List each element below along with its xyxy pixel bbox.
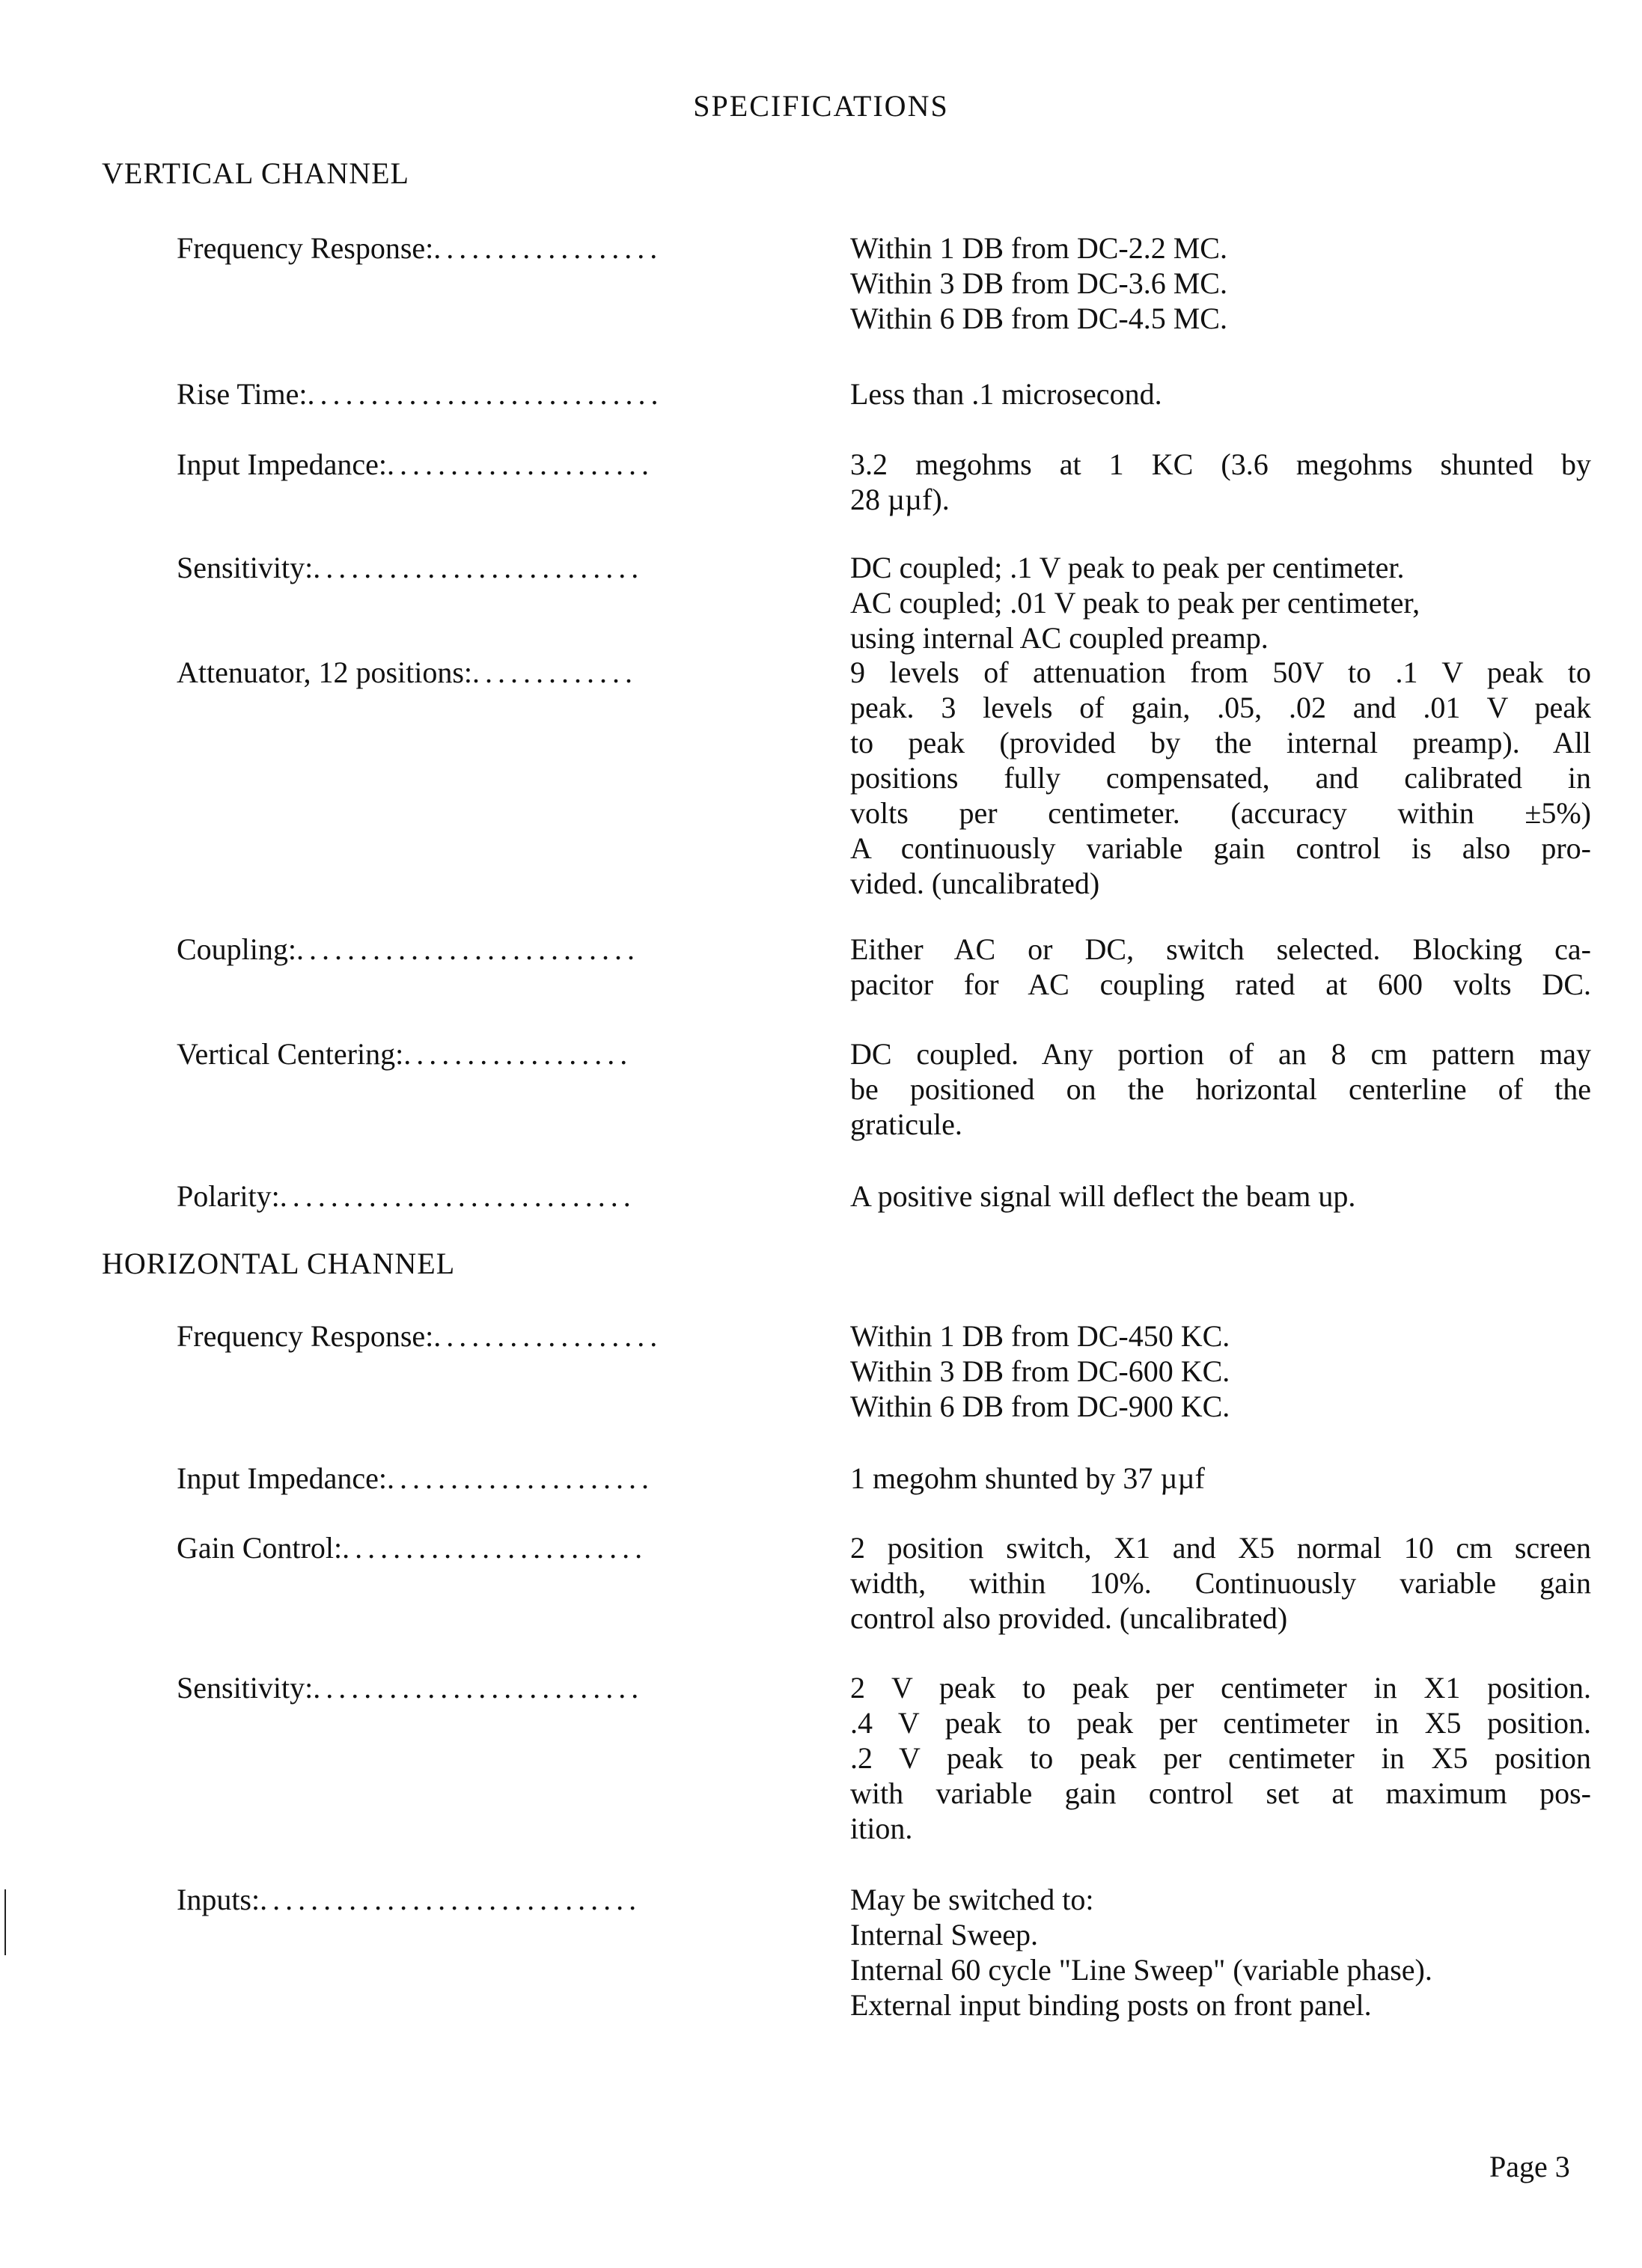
spec-value-line: volts per centimeter. (accuracy within ±5%) bbox=[850, 796, 1591, 830]
spec-value-line: Less than .1 microsecond. bbox=[850, 377, 1162, 411]
spec-value-line: vided. (uncalibrated) bbox=[850, 866, 1100, 900]
spec-value bbox=[850, 932, 1591, 1002]
spec-value bbox=[850, 447, 1591, 517]
spec-label-text: Sensitivity: bbox=[177, 551, 314, 584]
leader-dots: .......................... bbox=[313, 1671, 644, 1705]
spec-value bbox=[850, 1036, 1591, 1142]
spec-value bbox=[850, 1179, 1591, 1214]
spec-value-line: DC coupled; .1 V peak to peak per centimeter. bbox=[850, 551, 1405, 584]
spec-value bbox=[850, 1882, 1591, 2023]
spec-label bbox=[177, 1318, 798, 1354]
spec-value-line: positions fully compensated, and calibrated in bbox=[850, 761, 1591, 795]
spec-value-line: Within 3 DB from DC-3.6 MC. bbox=[850, 266, 1227, 300]
spec-value bbox=[850, 550, 1591, 655]
spec-value-line: .4 V peak to peak per centimeter in X5 position. bbox=[850, 1706, 1591, 1740]
spec-value bbox=[850, 655, 1591, 901]
spec-value-line: 9 levels of attenuation from 50V to .1 V peak to bbox=[850, 655, 1591, 689]
spec-label-text: Vertical Centering: bbox=[177, 1037, 404, 1071]
leader-dots: ............................ bbox=[279, 1179, 636, 1213]
spec-label-text: Inputs: bbox=[177, 1883, 260, 1916]
spec-value bbox=[850, 1670, 1591, 1846]
spec-label-text: Frequency Response: bbox=[177, 1319, 434, 1353]
spec-label bbox=[177, 1461, 798, 1496]
spec-value-line: 3.2 megohms at 1 KC (3.6 megohms shunted by bbox=[850, 447, 1591, 481]
leader-dots: ............................ bbox=[307, 377, 664, 411]
spec-value-line: control also provided. (uncalibrated) bbox=[850, 1601, 1288, 1635]
spec-label-text: Rise Time: bbox=[177, 377, 308, 411]
spec-value-line: be positioned on the horizontal centerline of the bbox=[850, 1072, 1591, 1106]
spec-value-line: 28 µµf). bbox=[850, 483, 950, 516]
spec-label bbox=[177, 1670, 798, 1705]
spec-label-text: Gain Control: bbox=[177, 1531, 343, 1565]
leader-dots: .................. bbox=[433, 1319, 663, 1353]
spec-value-line: Within 6 DB from DC-4.5 MC. bbox=[850, 302, 1227, 335]
spec-label-text: Attenuator, 12 positions: bbox=[177, 655, 473, 689]
spec-value-line: with variable gain control set at maximum pos- bbox=[850, 1776, 1591, 1810]
leader-dots: ..................... bbox=[387, 447, 654, 481]
spec-value-line: 2 position switch, X1 and X5 normal 10 cm screen bbox=[850, 1531, 1591, 1565]
scan-margin-mark bbox=[4, 1889, 6, 1955]
spec-value-line: pacitor for AC coupling rated at 600 volts DC. bbox=[850, 968, 1591, 1001]
spec-value-line: 1 megohm shunted by 37 µµf bbox=[850, 1461, 1205, 1495]
spec-value-line: to peak (provided by the internal preamp). All bbox=[850, 726, 1591, 759]
section-heading-horizontal-channel: HORIZONTAL CHANNEL bbox=[102, 1247, 456, 1280]
spec-label-text: Polarity: bbox=[177, 1179, 280, 1213]
leader-dots: ........................ bbox=[342, 1531, 648, 1565]
spec-value-line: DC coupled. Any portion of an 8 cm pattern may bbox=[850, 1037, 1591, 1071]
leader-dots: ..................... bbox=[387, 1461, 654, 1495]
spec-value-line: Within 1 DB from DC-2.2 MC. bbox=[850, 231, 1227, 265]
spec-label-text: Sensitivity: bbox=[177, 1671, 314, 1705]
leader-dots: ............. bbox=[472, 655, 638, 689]
spec-value bbox=[850, 376, 1591, 412]
spec-value-line: Within 6 DB from DC-900 KC. bbox=[850, 1390, 1230, 1423]
spec-value-line: May be switched to: bbox=[850, 1883, 1094, 1916]
spec-value-line: Either AC or DC, switch selected. Blocking ca- bbox=[850, 932, 1591, 966]
spec-label bbox=[177, 1036, 798, 1072]
section-heading-vertical-channel: VERTICAL CHANNEL bbox=[102, 156, 409, 190]
spec-label-text: Frequency Response: bbox=[177, 231, 434, 265]
leader-dots: ........................... bbox=[296, 932, 641, 966]
page-number: Page 3 bbox=[1489, 2150, 1570, 2183]
spec-value-line: using internal AC coupled preamp. bbox=[850, 621, 1269, 655]
spec-value-line: A continuously variable gain control is also pro- bbox=[850, 831, 1591, 865]
spec-value bbox=[850, 1318, 1591, 1424]
page-title: SPECIFICATIONS bbox=[693, 89, 949, 123]
spec-value-line: Within 3 DB from DC-600 KC. bbox=[850, 1354, 1230, 1388]
spec-value-line: 2 V peak to peak per centimeter in X1 position. bbox=[850, 1671, 1591, 1705]
spec-label bbox=[177, 447, 798, 482]
spec-value-line: .2 V peak to peak per centimeter in X5 position bbox=[850, 1741, 1591, 1775]
spec-value-line: AC coupled; .01 V peak to peak per centimeter, bbox=[850, 586, 1420, 620]
spec-label bbox=[177, 550, 798, 585]
spec-label-text: Coupling: bbox=[177, 932, 297, 966]
spec-label bbox=[177, 932, 798, 967]
spec-value bbox=[850, 1461, 1591, 1496]
leader-dots: .................. bbox=[403, 1037, 633, 1071]
spec-value-line: width, within 10%. Continuously variable gain bbox=[850, 1566, 1591, 1600]
spec-label bbox=[177, 376, 798, 412]
spec-label bbox=[177, 1530, 798, 1565]
spec-value-line: Internal Sweep. bbox=[850, 1918, 1039, 1951]
spec-value-line: External input binding posts on front panel. bbox=[850, 1988, 1372, 2022]
spec-label bbox=[177, 230, 798, 266]
spec-value-line: A positive signal will deflect the beam up. bbox=[850, 1179, 1356, 1213]
spec-value-line: Within 1 DB from DC-450 KC. bbox=[850, 1319, 1230, 1353]
spec-value bbox=[850, 1530, 1591, 1636]
spec-label bbox=[177, 655, 798, 690]
spec-label bbox=[177, 1179, 798, 1214]
spec-label-text: Input Impedance: bbox=[177, 1461, 387, 1495]
leader-dots: .......................... bbox=[313, 551, 644, 584]
spec-label-text: Input Impedance: bbox=[177, 447, 387, 481]
leader-dots: .............................. bbox=[260, 1883, 642, 1916]
spec-value-line: graticule. bbox=[850, 1107, 962, 1141]
spec-label bbox=[177, 1882, 798, 1917]
spec-value-line: ition. bbox=[850, 1812, 913, 1845]
leader-dots: .................. bbox=[433, 231, 663, 265]
spec-value-line: peak. 3 levels of gain, .05, .02 and .01 V peak bbox=[850, 691, 1591, 724]
spec-value-line: Internal 60 cycle "Line Sweep" (variable phase). bbox=[850, 1953, 1432, 1987]
spec-value bbox=[850, 230, 1591, 336]
